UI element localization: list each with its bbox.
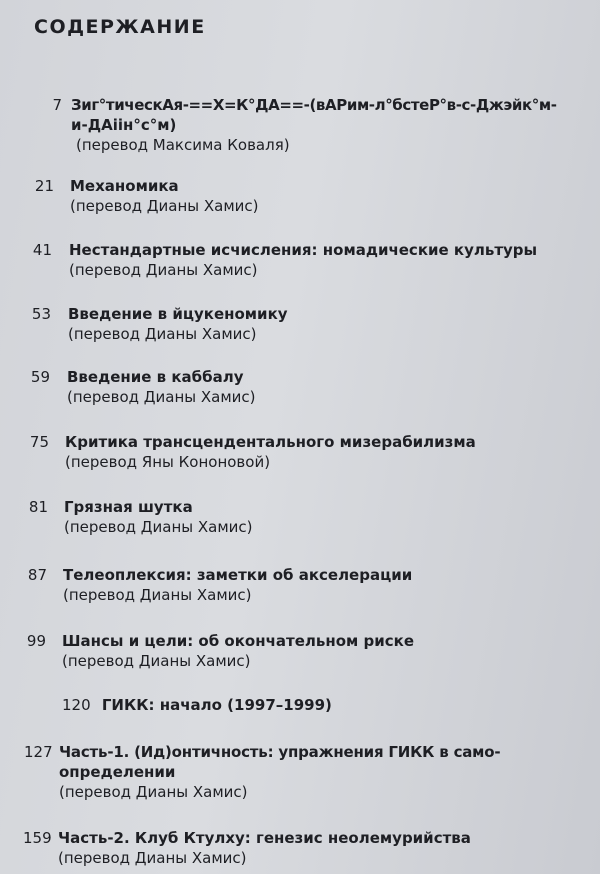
toc-entry <box>26 631 591 671</box>
toc-translator: (перевод Яны Кононовой) <box>65 453 271 471</box>
toc-page-number: 81 <box>28 498 48 516</box>
toc-translator: (перевод Дианы Хамис) <box>58 849 247 867</box>
contents-heading: СОДЕРЖАНИЕ <box>34 16 206 38</box>
toc-title: Механомика <box>70 177 179 195</box>
toc-translator: (перевод Максима Коваля) <box>76 136 290 154</box>
toc-entry <box>24 742 596 802</box>
toc-title: Телеоплексия: заметки об акселерации <box>63 566 413 584</box>
toc-translator: (перевод Дианы Хамис) <box>67 388 256 406</box>
toc-title: Нестандартные исчисления: номадические культуры <box>69 241 538 259</box>
toc-page-number: 21 <box>34 177 54 195</box>
toc-translator: (перевод Дианы Хамис) <box>59 783 248 801</box>
toc-section <box>62 696 562 714</box>
toc-entry <box>23 828 595 868</box>
toc-page-number: 53 <box>31 305 51 323</box>
toc-page-number: 75 <box>29 433 49 451</box>
toc-entry <box>27 565 592 605</box>
toc-title: Критика трансцендентального мизерабилизма <box>65 433 476 451</box>
toc-page-number: 99 <box>26 632 46 650</box>
toc-page-number: 127 <box>24 743 53 761</box>
toc-entry <box>30 367 590 407</box>
toc-translator: (перевод Дианы Хамис) <box>70 197 259 215</box>
toc-entry <box>34 176 589 216</box>
toc-page-number: 41 <box>32 241 52 259</box>
toc-translator: (перевод Дианы Хамис) <box>69 261 258 279</box>
toc-title: Шансы и цели: об окончательном риске <box>62 632 414 650</box>
toc-entry <box>28 497 588 537</box>
toc-page-number: 87 <box>27 566 47 584</box>
toc-translator: (перевод Дианы Хамис) <box>64 518 253 536</box>
toc-page-number: 159 <box>23 829 52 847</box>
toc-section-page-number: 120 <box>62 696 91 714</box>
toc-title-cont: определении <box>59 763 176 781</box>
toc-title: Часть-2. Клуб Ктулху: генезис неолемурийства <box>58 829 471 847</box>
toc-title-cont: и-ДАiiн°с°м) <box>71 116 177 134</box>
toc-title: Зиг°тическАя-==Х=К°ДА==-(вАРим-л°бстеР°в-с-Джэйк°м- <box>71 96 557 114</box>
toc-translator: (перевод Дианы Хамис) <box>63 586 252 604</box>
toc-translator: (перевод Дианы Хамис) <box>62 652 251 670</box>
toc-entry <box>40 95 595 155</box>
toc-entry <box>31 304 591 344</box>
toc-section-title: ГИКК: начало (1997–1999) <box>101 696 332 714</box>
toc-title: Введение в каббалу <box>67 368 244 386</box>
toc-entry <box>32 240 592 280</box>
toc-title: Введение в йцукеномику <box>68 305 288 323</box>
toc-entry <box>29 432 594 472</box>
toc-translator: (перевод Дианы Хамис) <box>68 325 257 343</box>
toc-page-number: 59 <box>30 368 50 386</box>
toc-title: Часть-1. (Ид)онтичность: упражнения ГИКК в само- <box>59 743 501 761</box>
toc-page-number: 7 <box>52 96 62 114</box>
toc-title: Грязная шутка <box>64 498 193 516</box>
